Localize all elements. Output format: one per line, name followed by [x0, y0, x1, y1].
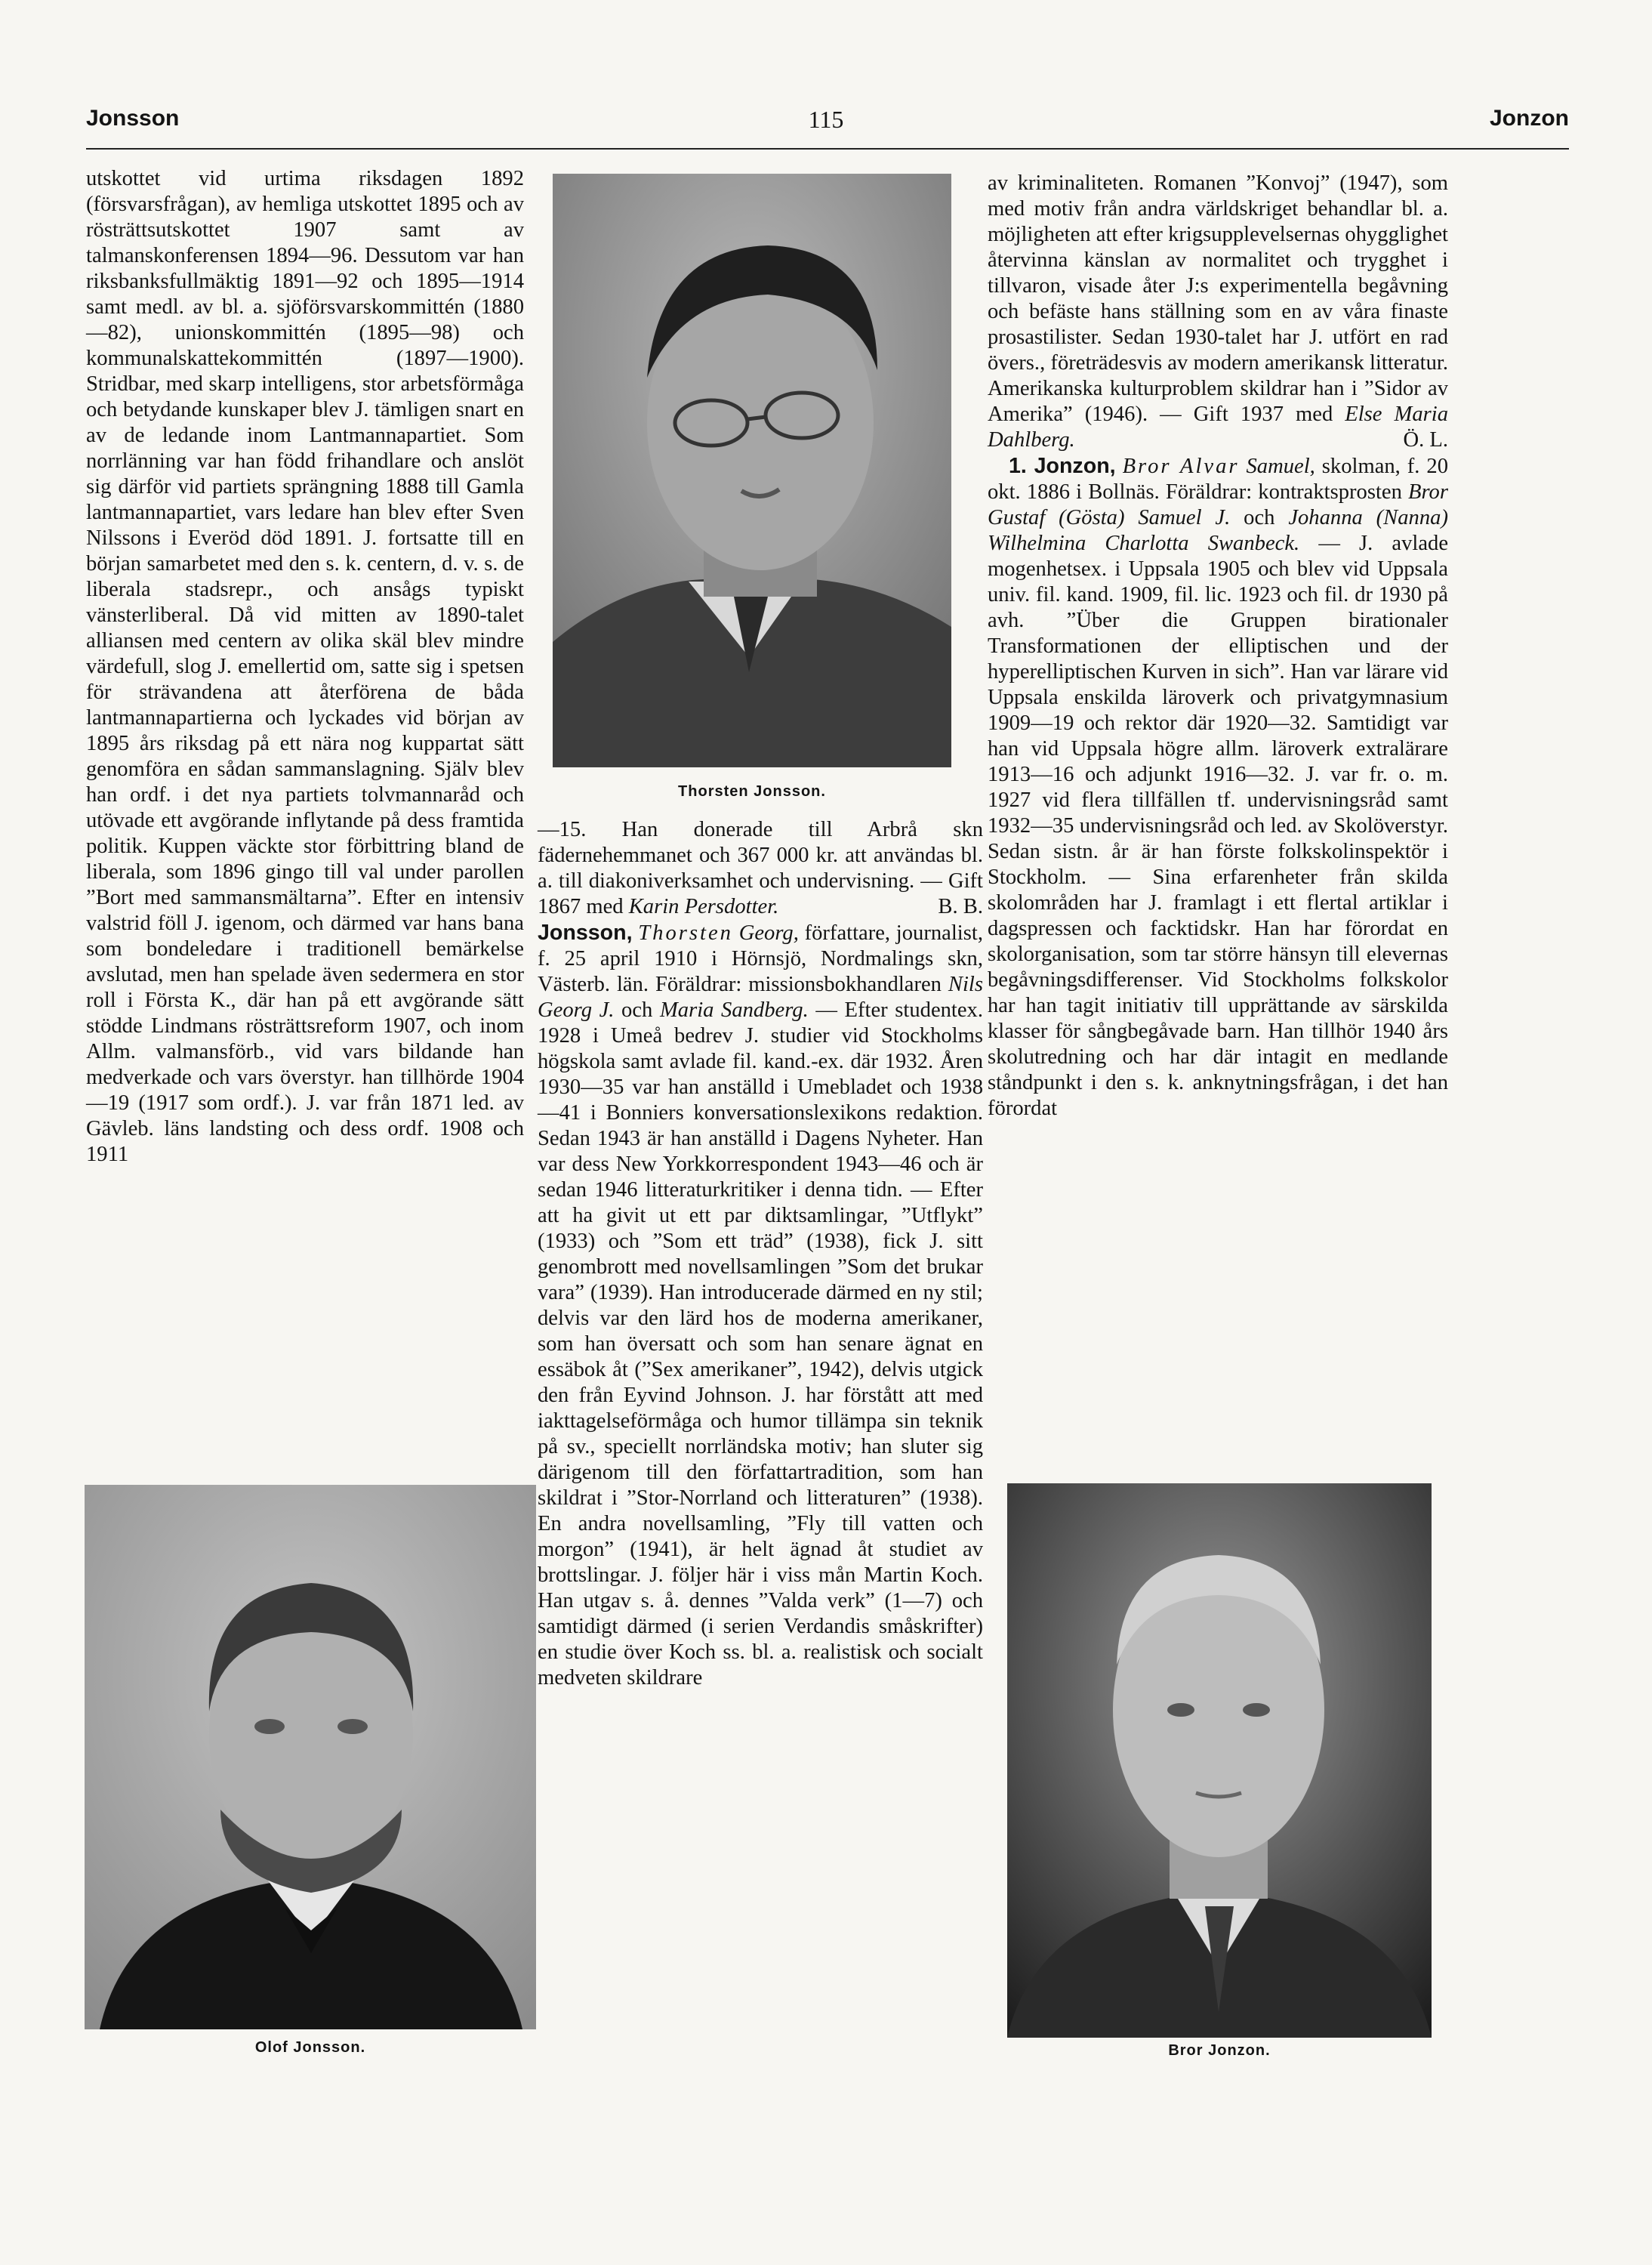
running-head-right: Jonzon — [1490, 106, 1569, 131]
thorsten-spouse: Else Maria Dahlberg. — [988, 403, 1448, 452]
entry-text-a: skolman, f. 20 okt. 1886 i Bollnäs. Föräldrar: kontraktsprosten — [988, 455, 1449, 504]
running-head-left: Jonsson — [86, 106, 180, 131]
portrait-olof-jonsson — [85, 1485, 536, 2029]
paragraph-olof-continued: utskottet vid urtima riksdagen 1892 (försvarsfrågan), av hemliga utskottet 1895 och av rösträttsutskottet 1907 samt av talmanskonferensen 1894—96. Dessutom var han riksbanksfullmäktig 1891—92 och 1895—1914 samt medl. av bl. a. sjöförsvarskommittén (1880—82), unionskommittén (1895—98) och kommunalskattekommittén (1897—1900). Stridbar, med skarp intelligens, stor arbetsförmåga och betydande kunskaper blev J. tämligen snart en av de ledande inom Lantmannapartiet. Som norrlänning var han född frihandlare och anslöt sig därför vid partiets sprängning 1888 till Gamla lantmannapartiet, vars ledare han blev efter Sven Nilssons i Everöd död 1891. J. fortsatte till en början samarbetet med den s. k. centern, d. v. s. de liberala stadsrepr., och ansågs typiskt vänsterliberal. Då vid mitten av 1890-talet alliansen med centern av olika skäl blev mindre värdefull, slog J. emellertid om, satte sig i spetsen för strävandena att återförena de båda lantmannapartierna och lyckades vid början av 1895 års riksdag på ett nära nog kuppartat sätt genomföra en sådan sammanslagning. Själv blev han ordf. i det nya partiets tolvmannaråd och utövade ett avgörande inflytande på dess framtida politik. Kuppen väckte stor förbittring bland de liberala, som 1896 gingo till val under parollen ”Bort med sammansmältarna”. Efter en intensiv valstrid föll J. igenom, och därmed var hans bana som bondeledare i traditionell bemärkelse avslutad, men han spelade även sedermera en stor roll i Första K., där han på ett avgörande sätt stödde Lindmans rösträttsreform 1907, och inom Allm. valmansförb., vid vars bildande han medverkade och vars överstyr. han tillhörde 1904—19 (1917 som ordf.). J. var från 1871 led. av Gävleb. läns landsting och dess ordf. 1908 och 1911 — [86, 167, 524, 1166]
portrait-thorsten-jonsson — [553, 174, 951, 767]
column-left — [86, 166, 524, 1168]
olof-spouse: Karin Persdotter. — [628, 895, 779, 918]
olof-text: —15. Han donerade till Arbrå skn fädernehemmanet och 367 000 kr. att användas bl. a. till diakoniverksamhet och undervisning. — Gift 1867 med — [538, 818, 983, 918]
header-rule — [86, 148, 1569, 150]
thorsten-text: av kriminaliteten. Romanen ”Konvoj” (1947), som med motiv från andra världskriget behandlar bl. a. möjligheten att efter krigsupplevelsernas ohygglighet återvinna känslan av normalitet och trygghet i tillvaron, visade åter J:s experimentella begåvning och befäste hans ställning som en av våra finaste prosastilister. Sedan 1930-talet har J. utfört en rad övers., företrädesvis av modern amerikansk litteratur. Amerikanska kulturproblem skildrar han i ”Sidor av Amerika” (1946). — Gift 1937 med — [988, 171, 1448, 426]
given-name: Thorsten — [638, 921, 733, 945]
portrait-bror-jonzon — [1007, 1483, 1432, 2038]
column-middle — [538, 817, 983, 1691]
conjunction: och — [1244, 506, 1275, 529]
father-name: Bror Gustaf (Gösta) Samuel J. — [988, 480, 1448, 529]
page-number: 115 — [808, 106, 844, 133]
paragraph-olof-end — [538, 817, 983, 920]
middle-name: Samuel, — [1246, 455, 1315, 478]
headword: 1. Jonzon, — [1009, 454, 1116, 478]
mother-name: Johanna (Nanna) Wilhelmina Charlotta Swanbeck. — [988, 506, 1448, 555]
caption-olof: Olof Jonsson. — [254, 2039, 366, 2056]
author-signature: Ö. L. — [1403, 428, 1448, 452]
paragraph-thorsten-end — [988, 171, 1448, 453]
entry-bror-jonzon — [988, 453, 1448, 1122]
column-right — [988, 171, 1448, 1122]
caption-bror: Bror Jonzon. — [1168, 2042, 1271, 2059]
headword: Jonsson, — [538, 921, 633, 945]
entry-text-a: författare, journalist, f. 25 april 1910 i Hörnsjö, Nordmalings skn, Västerb. län. Föräldrar: missionsbokhandlaren — [538, 921, 983, 996]
caption-thorsten: Thorsten Jonsson. — [678, 783, 826, 800]
conjunction: och — [621, 998, 653, 1022]
author-signature: B. B. — [938, 895, 983, 918]
father-name: Nils Georg J. — [538, 973, 983, 1022]
given-name: Bror Alvar — [1122, 455, 1240, 478]
entry-text-b: — Efter studentex. 1928 i Umeå bedrev J. studier vid Stockholms högskola samt avlade fil. kand.-ex. där 1932. Åren 1930—35 var han anställd i Umebladet och 1938—41 i Bonniers konversationslexikons redaktion. Sedan 1943 är han anställd i Dagens Nyheter. Han var dess New Yorkkorrespondent 1943—46 och är sedan 1946 litteraturkritiker i denna tidn. — Efter att ha givit ut ett par diktsamlingar, ”Utflykt” (1933) och ”Som ett träd” (1938), fick J. sitt genombrott med novellsamlingen ”Som det brukar vara” (1939). Han introducerade därmed en ny stil; delvis var den lärd hos de moderna amerikaner, som han översatt och som han senare ägnat en essäbok åt (”Sex amerikaner”, 1942), delvis utgick den från Eyvind Johnson. J. har förstått att med iakttagelseförmåga och humor tillämpa sin teknik på sv., speciellt norrländska motiv; han sluter sig därigenom till den författartradition, som han skildrat i ”Stor-Norrland och litteraturen” (1938). En andra novellsamling, ”Fly till vatten och morgon” (1941), är helt ägnad åt studiet av brottslingar. J. följer här i viss mån Martin Koch. Han utgav s. å. dennes ”Valda verk” (1—7) och samtidigt därmed (i serien Verdandis småskrifter) en studie över Koch ss. bl. a. realistisk och socialt medveten skildrare — [538, 998, 984, 1689]
mother-name: Maria Sandberg. — [659, 998, 809, 1022]
entry-thorsten-jonsson — [538, 920, 983, 1691]
middle-name: Georg, — [738, 921, 799, 945]
entry-text-b: — J. avlade mogenhetsex. i Uppsala 1905 och blev vid Uppsala univ. fil. kand. 1909, fil. lic. 1923 och fil. dr 1930 på avh. ”Über die Gruppen birationaler Transformationen der elliptischen und der hyperelliptischen Kurven in sich”. Han var lärare vid Uppsala enskilda läroverk och privatgymnasium 1909—19 och rektor där 1920—32. Samtidigt var han vid Uppsala högre allm. läroverk extralärare 1913—16 och adjunkt 1916—32. J. var fr. o. m. 1927 vid flera tillfällen tf. undervisningsråd samt 1932—35 undervisningsråd och led. av Skolöverstyr. Sedan sistn. år är han förste folkskolinspektör i Stockholm. — Sina erfarenheter från skilda skolområden har J. framlagt i ett flertal artiklar i dagspressen och facktidskr. Han har förordat en skolorganisation, som tar större hänsyn till elevernas begåvningsdifferenser. Vid Stockholms folkskolor har han tagit initiativ till upprättande av särskilda klasser för sångbegåvade barn. Han tillhör 1940 års skolutredning och har där intagit en medlande ståndpunkt i den s. k. anknytningsfrågan, i det han förordat — [988, 532, 1449, 1120]
